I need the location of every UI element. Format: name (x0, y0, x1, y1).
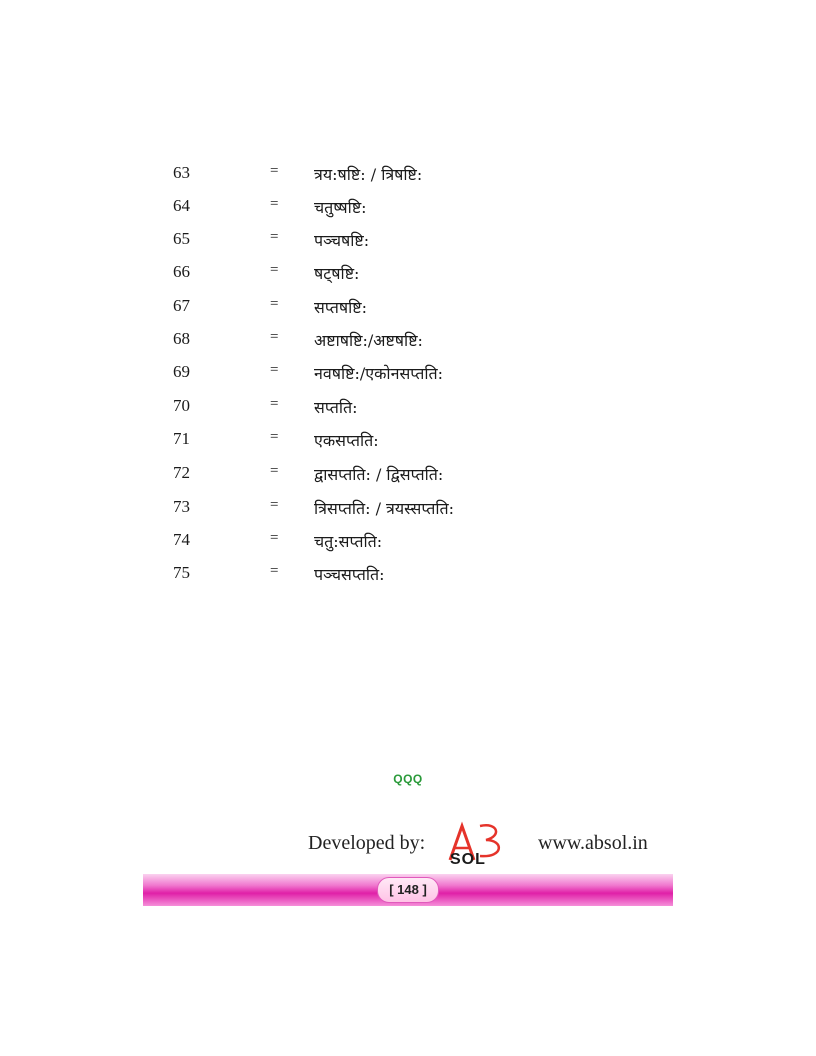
number: 73 (173, 497, 190, 516)
list-item (0, 296, 816, 329)
equals-sign: = (270, 262, 279, 278)
website-url[interactable]: www.absol.in (538, 832, 648, 854)
equals-sign: = (270, 429, 279, 445)
section-separator: QQQ (393, 772, 423, 786)
list-item (0, 329, 816, 362)
logo-text: SOL (450, 851, 486, 866)
page-number: [ 148 ] (377, 877, 439, 903)
number: 72 (173, 463, 190, 482)
number: 70 (173, 396, 190, 415)
list-item (0, 196, 816, 229)
developed-by-label: Developed by: (308, 832, 426, 854)
sanskrit-word: पञ्चषष्टि: (314, 231, 370, 250)
developer-credit (308, 820, 668, 866)
equals-sign: = (270, 196, 279, 212)
equals-sign: = (270, 329, 279, 345)
list-item (0, 163, 816, 196)
list-item (0, 563, 816, 596)
sanskrit-word: षट्षष्टि: (314, 264, 360, 283)
number: 65 (173, 229, 190, 248)
number: 64 (173, 196, 190, 215)
equals-sign: = (270, 362, 279, 378)
absol-logo (428, 820, 518, 866)
list-item (0, 362, 816, 395)
number: 69 (173, 362, 190, 381)
list-item (0, 463, 816, 496)
number: 67 (173, 296, 190, 315)
number: 71 (173, 429, 190, 448)
list-item (0, 262, 816, 295)
equals-sign: = (270, 163, 279, 179)
number: 63 (173, 163, 190, 182)
sanskrit-word: त्रिसप्तति: / त्रयस्सप्तति: (314, 499, 455, 518)
equals-sign: = (270, 296, 279, 312)
sanskrit-word: चतुष्षष्टि: (314, 198, 367, 217)
list-item (0, 429, 816, 462)
number: 66 (173, 262, 190, 281)
number: 68 (173, 329, 190, 348)
footer-bar (143, 874, 673, 906)
list-item (0, 530, 816, 563)
sanskrit-word: सप्तषष्टि: (314, 298, 367, 317)
sanskrit-word: एकसप्तति: (314, 431, 379, 450)
list-item (0, 396, 816, 429)
sanskrit-word: नवषष्टि:/एकोनसप्तति: (314, 364, 443, 383)
equals-sign: = (270, 497, 279, 513)
number: 75 (173, 563, 190, 582)
list-item (0, 497, 816, 530)
equals-sign: = (270, 396, 279, 412)
list-item (0, 229, 816, 262)
sanskrit-word: सप्तति: (314, 398, 358, 417)
equals-sign: = (270, 530, 279, 546)
sanskrit-word: द्वासप्तति: / द्विसप्तति: (314, 465, 444, 484)
sanskrit-word: पञ्चसप्तति: (314, 565, 385, 584)
sanskrit-word: चतु:सप्तति: (314, 532, 383, 551)
sanskrit-word: त्रय:षष्टि: / त्रिषष्टि: (314, 165, 423, 184)
equals-sign: = (270, 463, 279, 479)
sanskrit-word: अष्टाषष्टि:/अष्टषष्टि: (314, 331, 423, 350)
number: 74 (173, 530, 190, 549)
equals-sign: = (270, 563, 279, 579)
equals-sign: = (270, 229, 279, 245)
